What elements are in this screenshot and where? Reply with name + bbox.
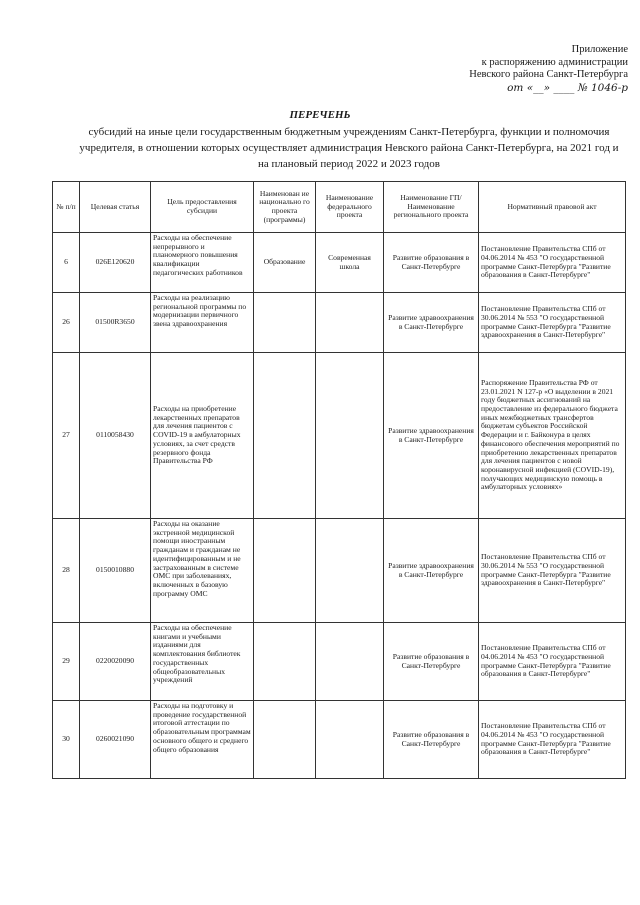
cell-national xyxy=(254,623,316,701)
cell-regional: Развитие образования в Санкт-Петербурге xyxy=(384,701,479,779)
cell-num: 27 xyxy=(53,353,80,519)
cell-federal xyxy=(316,623,384,701)
cell-num: 6 xyxy=(53,233,80,293)
document-subtitle: субсидий на иные цели государственным бюджетным учреждениям Санкт-Петербурга, функции и полномочия учредителя, в отношении которых осуществляет администрация Невского района Санкт-Петербурга, на 2021 год и на плановый период 2022 и 2023 годов xyxy=(79,126,619,170)
cell-goal: Расходы на подготовку и проведение государственной итоговой аттестации по образовательным программам основного общего и среднего общего образования xyxy=(151,701,254,779)
table-row xyxy=(53,353,626,519)
header-federal: Наименование федерального проекта xyxy=(316,182,384,233)
cell-national: Образование xyxy=(254,233,316,293)
table-row xyxy=(53,293,626,353)
table-header xyxy=(53,182,626,233)
cell-federal xyxy=(316,353,384,519)
appendix-district: Невского района Санкт-Петербурга xyxy=(469,69,628,80)
appendix-order-ref: к распоряжению администрации xyxy=(481,56,628,68)
cell-regional: Развитие образования в Санкт-Петербурге xyxy=(384,233,479,293)
document-title: ПЕРЕЧЕНЬ xyxy=(289,109,351,121)
cell-num: 26 xyxy=(53,293,80,353)
cell-regional: Развитие образования в Санкт-Петербурге xyxy=(384,623,479,701)
cell-code: 0110058430 xyxy=(80,353,151,519)
cell-act: Постановление Правительства СПб от 30.06.2014 № 553 "О государственной программе Санкт-Петербурга "Развитие здравоохранения в Санкт-Петербурге" xyxy=(479,519,626,623)
header-code: Целевая статья xyxy=(80,182,151,233)
header-regional: Наименование ГП/Наименование регионального проекта xyxy=(384,182,479,233)
header-goal: Цель предоставления субсидии xyxy=(151,182,254,233)
cell-federal xyxy=(316,701,384,779)
cell-num: 30 xyxy=(53,701,80,779)
cell-act: Постановление Правительства СПб от 30.06.2014 № 553 "О государственной программе Санкт-Петербурга "Развитие здравоохранения в Санкт-Петербурге" xyxy=(479,293,626,353)
appendix-block xyxy=(418,44,628,94)
cell-goal: Расходы на приобретение лекарственных препаратов для лечения пациентов с COVID-19 в амбулаторных условиях, за счет средств резервного фонда Правительства РФ xyxy=(151,353,254,519)
table-row xyxy=(53,233,626,293)
cell-code: 01500R3650 xyxy=(80,293,151,353)
cell-regional: Развитие здравоохранения в Санкт-Петербурге xyxy=(384,519,479,623)
cell-goal: Расходы на обеспечение книгами и учебными изданиями для комплектования библиотек государственных общеобразовательных учреждений xyxy=(151,623,254,701)
table-row xyxy=(53,701,626,779)
table-row xyxy=(53,519,626,623)
subsidy-table xyxy=(52,181,626,779)
cell-code: 0150010880 xyxy=(80,519,151,623)
cell-goal: Расходы на оказание экстренной медицинской помощи иностранным гражданам и гражданам не идентифицированным и не застрахованным в системе ОМС при заболеваниях, включенных в базовую программу ОМС xyxy=(151,519,254,623)
appendix-date-number: от «__» ____ № 1046-р xyxy=(507,81,628,94)
header-act: Нормативный правовой акт xyxy=(479,182,626,233)
header-national: Наименован ие национально го проекта (программы) xyxy=(254,182,316,233)
cell-national xyxy=(254,701,316,779)
cell-code: 0220020090 xyxy=(80,623,151,701)
cell-federal xyxy=(316,519,384,623)
cell-federal: Современная школа xyxy=(316,233,384,293)
table-body xyxy=(53,233,626,779)
cell-num: 29 xyxy=(53,623,80,701)
cell-national xyxy=(254,519,316,623)
cell-national xyxy=(254,293,316,353)
header-num: № п/п xyxy=(53,182,80,233)
appendix-title: Приложение xyxy=(571,44,628,55)
cell-num: 28 xyxy=(53,519,80,623)
cell-code: 0260021090 xyxy=(80,701,151,779)
cell-goal: Расходы на обеспечение непрерывного и планомерного повышения квалификации педагогических работников xyxy=(151,233,254,293)
table-header-row xyxy=(53,182,626,233)
cell-federal xyxy=(316,293,384,353)
cell-national xyxy=(254,353,316,519)
cell-act: Постановление Правительства СПб от 04.06.2014 № 453 "О государственной программе Санкт-Петербурга "Развитие образования в Санкт-Петербурге" xyxy=(479,623,626,701)
cell-regional: Развитие здравоохранения в Санкт-Петербурге xyxy=(384,353,479,519)
table-row xyxy=(53,623,626,701)
cell-act: Постановление Правительства СПб от 04.06.2014 № 453 "О государственной программе Санкт-Петербурга "Развитие образования в Санкт-Петербурге" xyxy=(479,701,626,779)
cell-act: Постановление Правительства СПб от 04.06.2014 № 453 "О государственной программе Санкт-Петербурга "Развитие образования в Санкт-Петербурге" xyxy=(479,233,626,293)
cell-code: 026E120620 xyxy=(80,233,151,293)
cell-goal: Расходы на реализацию региональной программы по модернизации первичного звена здравоохранения xyxy=(151,293,254,353)
cell-regional: Развитие здравоохранения в Санкт-Петербурге xyxy=(384,293,479,353)
cell-act: Распоряжение Правительства РФ от 23.01.2021 N 127-р «О выделении в 2021 году бюджетных ассигнований на предоставление из федерального бюджета иных межбюджетных трансфертов бюджетам субъектов Российской Федерации и г. Байконура в целях финансового обеспечения мероприятий по приобретению лекарственных препаратов для лечения пациентов с новой коронавирусной инфекцией (COVID-19), получающих медицинскую помощь в амбулаторных условиях» xyxy=(479,353,626,519)
